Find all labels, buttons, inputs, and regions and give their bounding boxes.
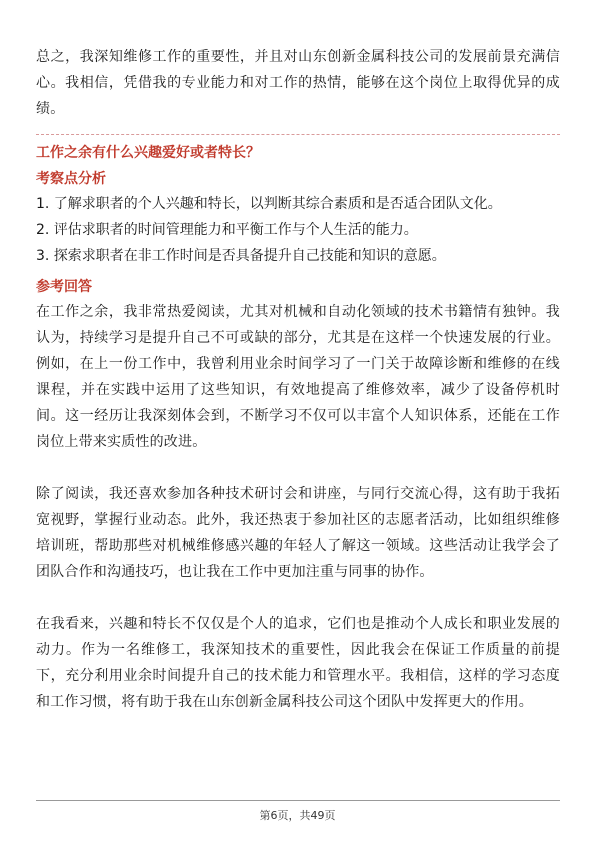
paragraph-gap xyxy=(36,585,560,611)
page-number: 第6页，共49页 xyxy=(259,809,336,822)
question-title: 工作之余有什么兴趣爱好或者特长？ xyxy=(36,145,260,161)
analysis-heading: 考察点分析 xyxy=(36,171,106,187)
analysis-item: 2. 评估求职者的时间管理能力和平衡工作与个人生活的能力。 xyxy=(36,222,418,238)
document-page xyxy=(36,44,560,715)
footer-rule xyxy=(36,800,560,801)
section-divider xyxy=(36,134,560,135)
analysis-item: 1. 了解求职者的个人兴趣和特长，以判断其综合素质和是否适合团队文化。 xyxy=(36,196,502,212)
answer-heading: 参考回答 xyxy=(36,279,92,295)
answer-paragraph: 除了阅读，我还喜欢参加各种技术研讨会和讲座，与同行交流心得，这有助于我拓宽视野，掌握行业动态。此外，我还热衷于参加社区的志愿者活动，比如组织维修培训班，帮助那些对机械维修感兴趣的年轻人了解这一领域。这些活动让我学会了团队合作和沟通技巧，也让我在工作中更加注重与同事的协作。 xyxy=(36,486,560,580)
paragraph-gap xyxy=(36,455,560,481)
answer-paragraph: 在工作之余，我非常热爱阅读，尤其对机械和自动化领域的技术书籍情有独钟。我认为，持续学习是提升自己不可或缺的部分，尤其是在这样一个快速发展的行业。例如，在上一份工作中，我曾利用业余时间学习了一门关于故障诊断和维修的在线课程，并在实践中运用了这些知识，有效地提高了维修效率，减少了设备停机时间。这一经历让我深刻体会到，不断学习不仅可以丰富个人知识体系，还能在工作岗位上带来实质性的改进。 xyxy=(36,304,560,450)
analysis-list xyxy=(36,191,560,269)
intro-paragraph: 总之，我深知维修工作的重要性，并且对山东创新金属科技公司的发展前景充满信心。我相信，凭借我的专业能力和对工作的热情，能够在这个岗位上取得优异的成绩。 xyxy=(36,49,560,117)
analysis-item: 3. 探索求职者在非工作时间是否具备提升自己技能和知识的意愿。 xyxy=(36,248,446,264)
answer-paragraph: 在我看来，兴趣和特长不仅仅是个人的追求，它们也是推动个人成长和职业发展的动力。作为一名维修工，我深知技术的重要性，因此我会在保证工作质量的前提下，充分利用业余时间提升自己的技术能力和管理水平。我相信，这样的学习态度和工作习惯，将有助于我在山东创新金属科技公司这个团队中发挥更大的作用。 xyxy=(36,616,560,710)
